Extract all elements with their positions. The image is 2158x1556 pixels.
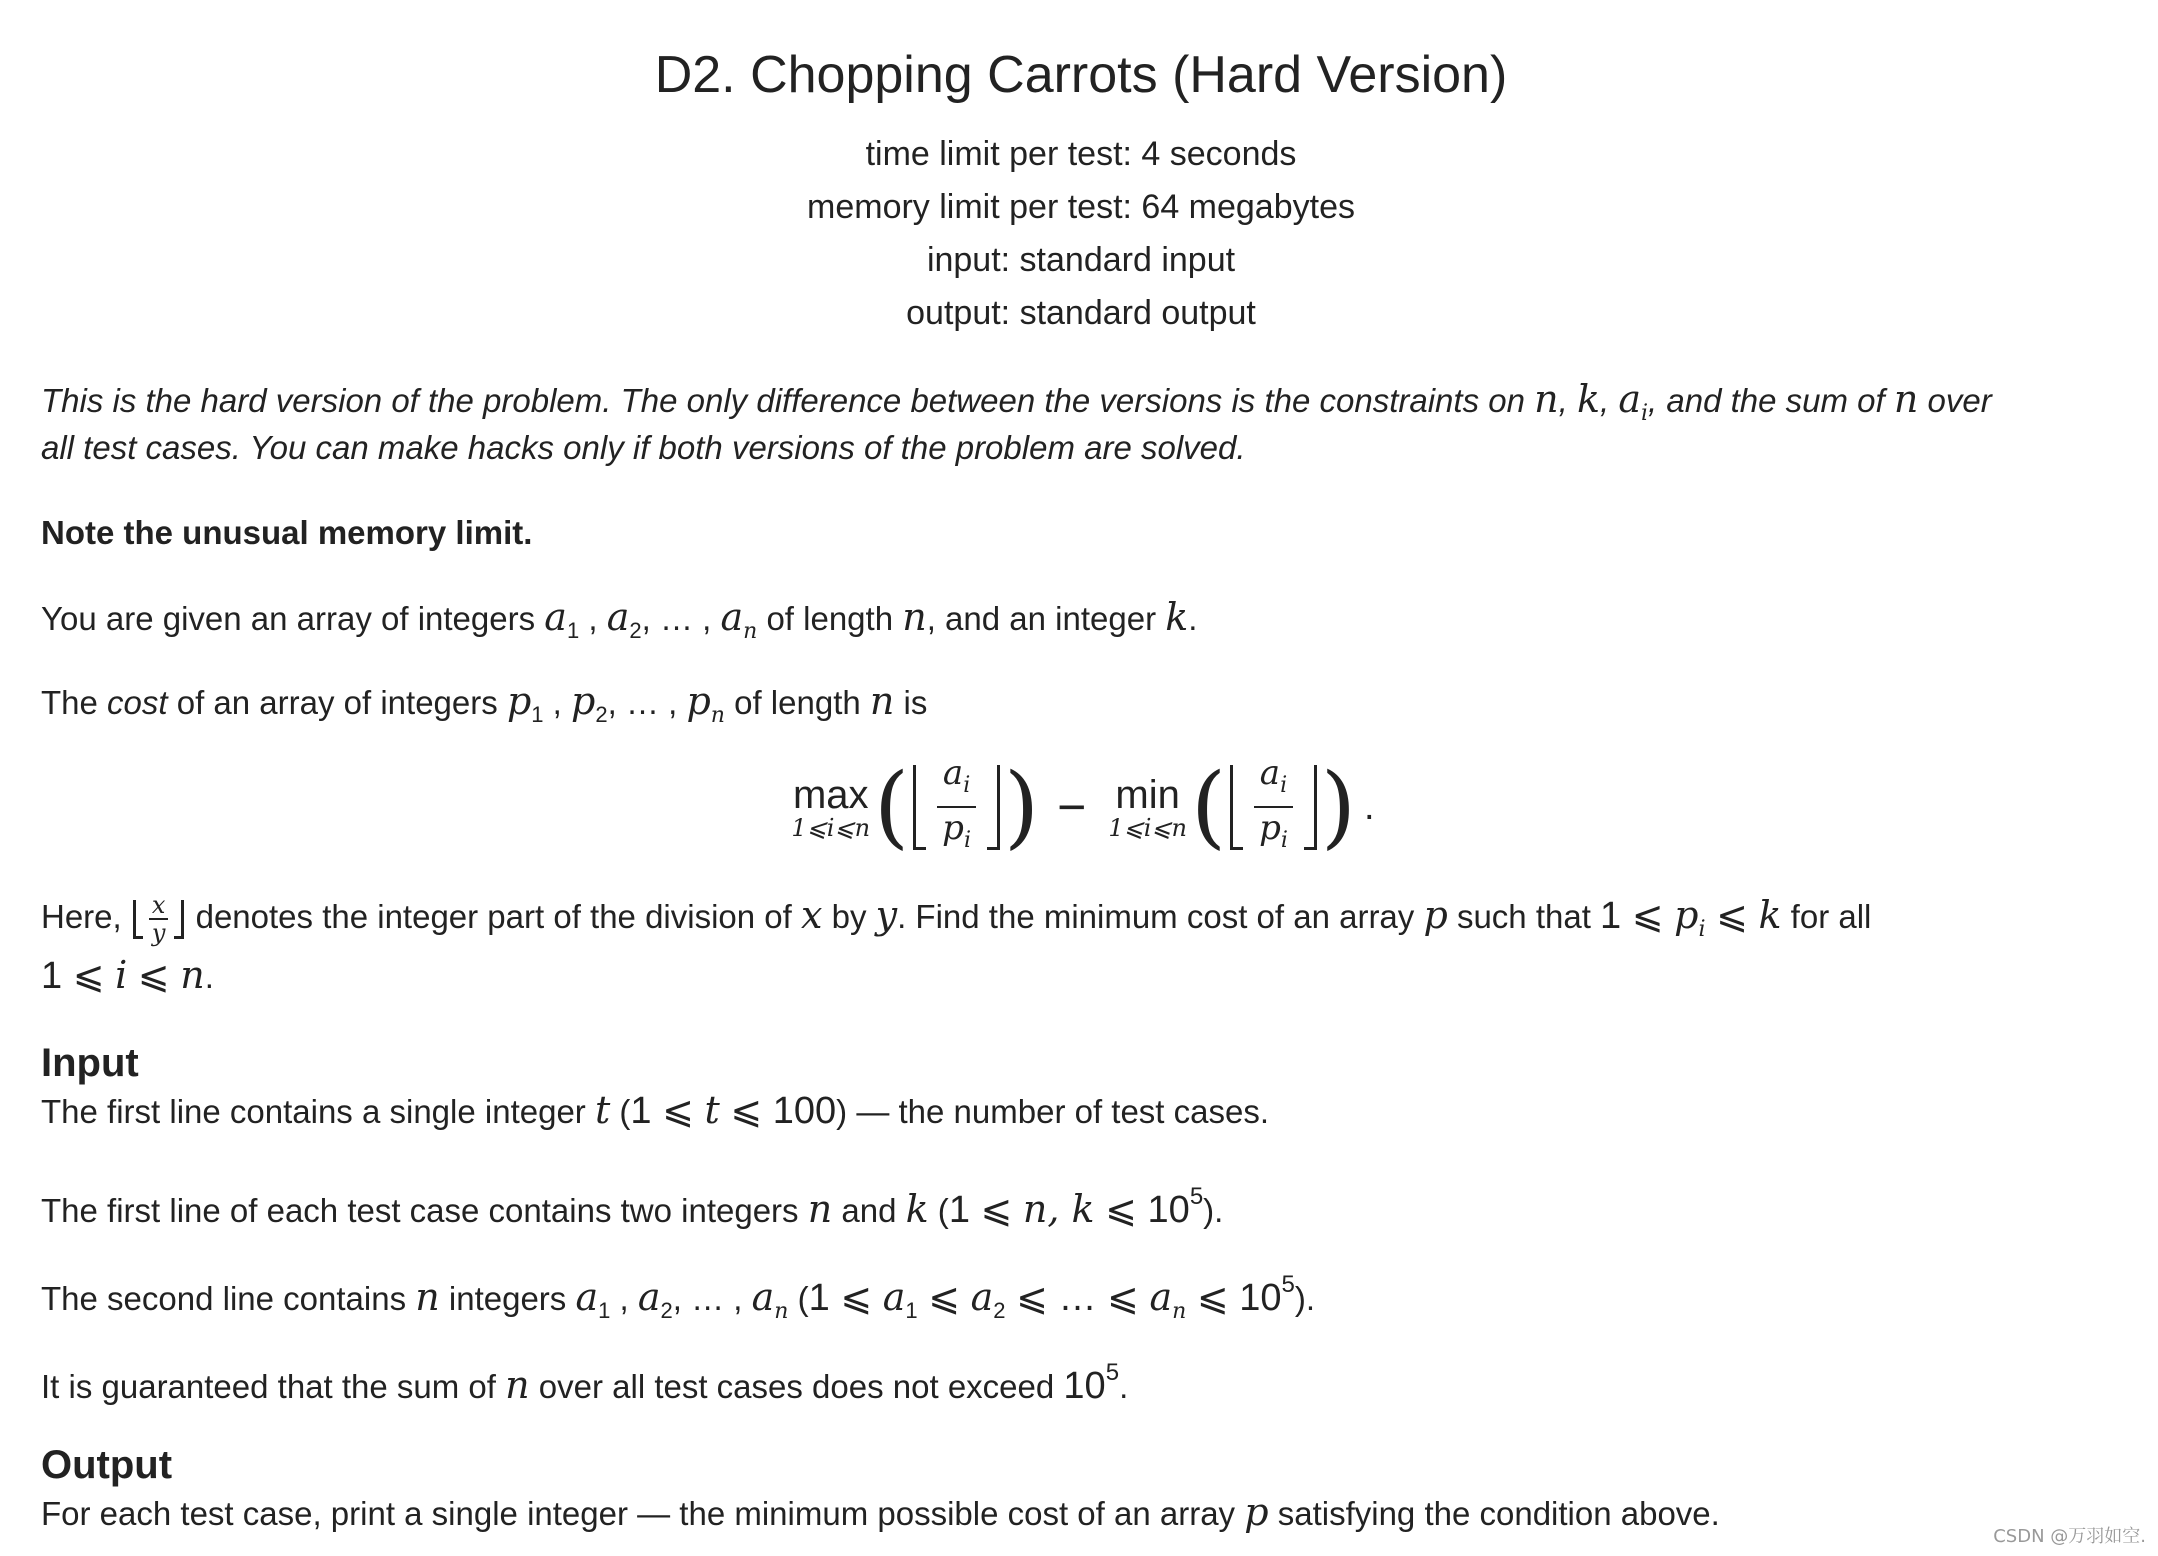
min-label: min: [1115, 773, 1180, 817]
problem-title: D2. Chopping Carrots (Hard Version): [654, 46, 1508, 104]
intro-line-1: This is the hard version of the problem. The only difference between the versions is the constraints on n, k, $a_i$, and the sum of n over: [41, 377, 1992, 426]
cost-word: cost: [107, 684, 168, 721]
memory-limit: memory limit per test: 64 megabytes: [807, 188, 1355, 226]
csdn-watermark: CSDN @万羽如空.: [1993, 1526, 2146, 1547]
intro-text-a: This is the hard version of the problem. The only difference between the versions is the constraints on: [41, 382, 1535, 419]
time-limit: time limit per test: 4 seconds: [865, 135, 1297, 173]
ratio-fraction: $\frac{a_i}{p_i}$: [1253, 753, 1294, 861]
cost-definition-line: The cost of an array of integers $p_1$ , $p_2$, … , $p_n$ of length n is: [41, 679, 928, 728]
input2-text-a: The first line of each test case contains two integers: [41, 1192, 808, 1229]
output-text-a: For each test case, print a single integer — the minimum possible cost of an array: [41, 1495, 1245, 1532]
max-operator: [791, 774, 870, 840]
input-line-1: The first line contains a single integer t (1 ⩽ t ⩽ 100) — the number of test cases.: [41, 1088, 1270, 1132]
min-operator: [1108, 774, 1187, 840]
given-text-b: of length: [757, 600, 903, 637]
output-line: For each test case, print a single integer — the minimum possible cost of an array p satisfying the condition above.: [41, 1490, 1720, 1534]
cost-text-a: The: [41, 684, 108, 721]
cost-text-d: is: [894, 684, 928, 721]
input-type: input: standard input: [926, 241, 1236, 279]
given-text-c: , and an integer: [926, 600, 1166, 637]
intro-text-c: over: [1918, 382, 1992, 419]
here-text-f: for all: [1781, 898, 1872, 935]
intro-line-2: all test cases. You can make hacks only if both versions of the problem are solved.: [41, 429, 1246, 466]
here-text-d: . Find the minimum cost of an array: [897, 898, 1424, 935]
given-array-line: You are given an array of integers $a_1$ , $a_2$, … , $a_n$ of length n, and an integer k.: [41, 595, 1198, 644]
input4-text-b: over all test cases does not exceed: [529, 1368, 1064, 1405]
intro-text-b: , and the sum of: [1648, 382, 1894, 419]
max-label: max: [792, 773, 869, 817]
input-heading: Input: [41, 1041, 139, 1085]
here-text-b: denotes the integer part of the division of: [186, 898, 801, 935]
input1-text-a: The first line contains a single integer: [41, 1093, 595, 1130]
input-line-4: It is guaranteed that the sum of n over all test cases does not exceed $10^5$.: [41, 1359, 1129, 1407]
index-range-line: 1 ⩽ i ⩽ n.: [41, 953, 214, 997]
input-line-3: The second line contains n integers $a_1$ , $a_2$, … , $a_n$ (1 ⩽ $a_1$ ⩽ $a_2$ ⩽ … ⩽ $a_n$ ⩽ $10^5$).: [41, 1271, 1316, 1324]
input4-text-a: It is guaranteed that the sum of: [41, 1368, 506, 1405]
input-line-2: The first line of each test case contains two integers n and k (1 ⩽ n, k ⩽ $10^5$).: [41, 1183, 1224, 1231]
min-range: 1⩽i⩽n: [1108, 814, 1187, 842]
floor-definition-line: Here, $\frac{x}{y}$ denotes the integer part of the division of x by y. Find the minimum cost of an array p such that 1 ⩽ $p_i$ ⩽ k for all: [41, 891, 1872, 948]
input3-text-a: The second line contains: [41, 1280, 416, 1317]
cost-formula: max 1⩽i⩽n ( $\frac{a_i}{p_i}$ ) − min 1⩽i⩽n ( $\frac{a_i}{p_i}$ ) .: [791, 753, 1375, 859]
here-text-c: by: [822, 898, 876, 935]
output-text-b: satisfying the condition above.: [1268, 1495, 1720, 1532]
cost-text-c: of length: [724, 684, 870, 721]
max-range: 1⩽i⩽n: [791, 814, 871, 842]
cost-text-b: of an array of integers: [167, 684, 507, 721]
here-text-a: Here,: [41, 898, 131, 935]
input2-text-b: and: [832, 1192, 906, 1229]
ratio-fraction: $\frac{a_i}{p_i}$: [936, 753, 977, 861]
output-heading: Output: [41, 1443, 173, 1487]
here-text-e: such that: [1447, 898, 1601, 935]
input1-text-b: — the number of test cases.: [847, 1093, 1270, 1130]
given-text-a: You are given an array of integers: [41, 600, 545, 637]
output-type: output: standard output: [906, 294, 1256, 332]
input3-text-b: integers: [439, 1280, 576, 1317]
memory-note: Note the unusual memory limit.: [41, 514, 533, 551]
